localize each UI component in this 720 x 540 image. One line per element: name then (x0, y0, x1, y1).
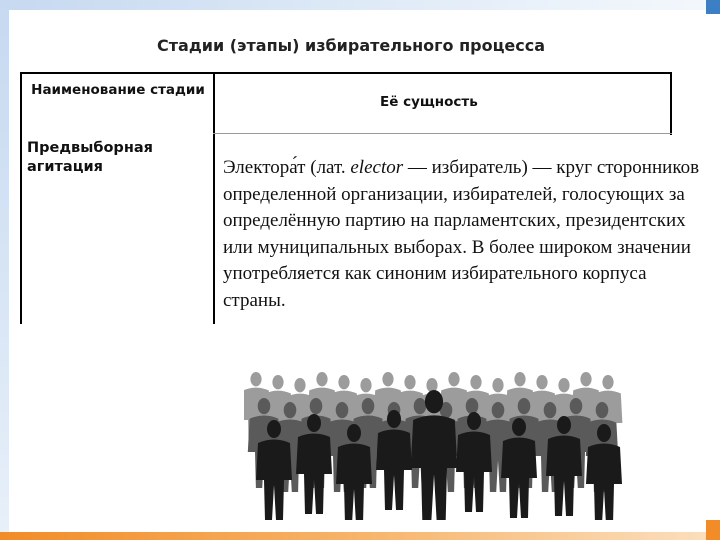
definition-cell (223, 155, 703, 314)
top-decor-bar (0, 0, 720, 10)
column-header-stage: Наименование стадии (31, 82, 205, 98)
bottom-right-accent (706, 520, 720, 540)
stage-name-cell: Предвыборная агитация (27, 140, 153, 175)
corner-decor-square (706, 0, 720, 14)
slide-title: Стадии (этапы) избирательного процесса (157, 36, 546, 55)
term: Электора́т (223, 157, 306, 178)
latin-word: elector (350, 157, 404, 178)
latin-prefix: (лат. (305, 157, 351, 178)
column-header-essence: Её сущность (380, 94, 478, 110)
crowd-illustration (244, 370, 624, 520)
definition-text: — избиратель) — круг сторонников определенной организации, избирателей, голосующих за определённую партию на парламентских, президентских или муниципальных выборах. В более широком значении употребляется как синоним избирательного корпуса страны. (223, 157, 700, 311)
bottom-decor-bar (0, 532, 720, 540)
left-decor-bar (0, 0, 9, 540)
